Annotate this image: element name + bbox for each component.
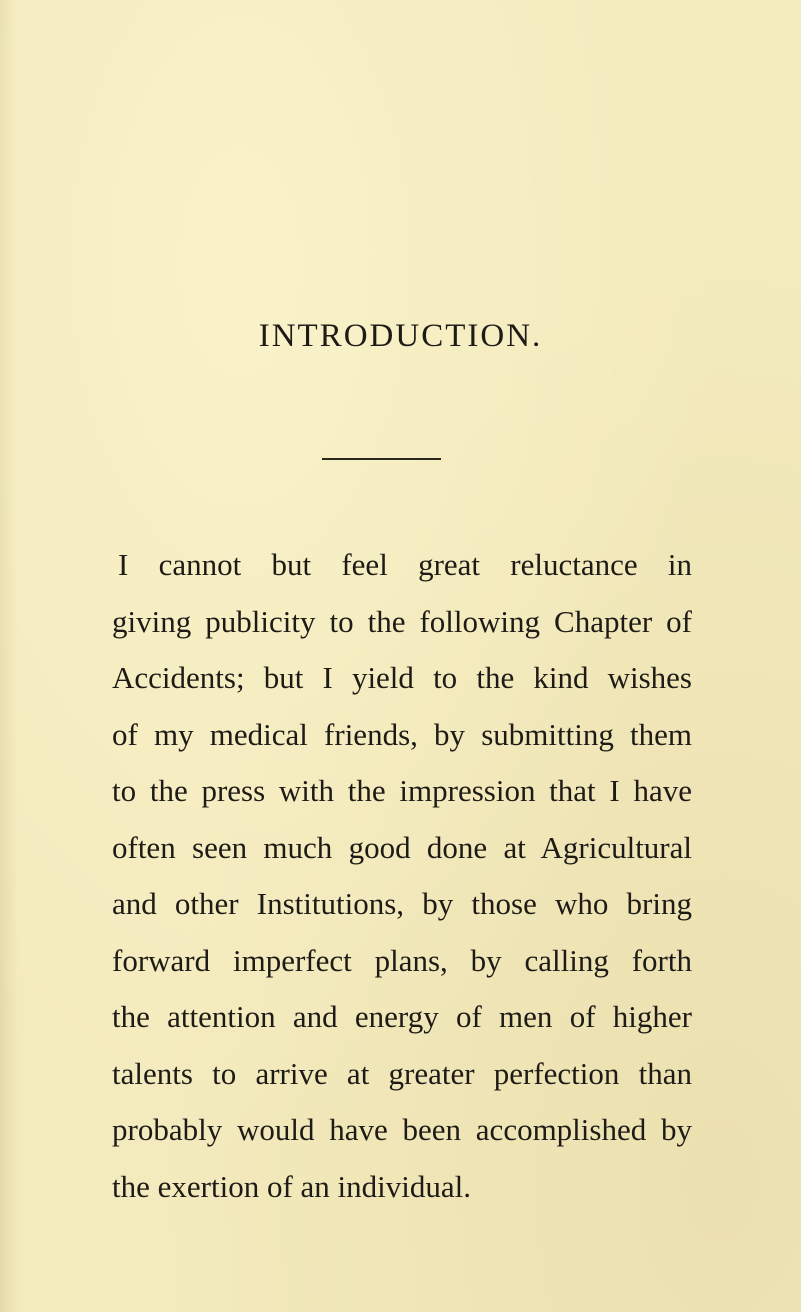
paragraph-line: often seen much good done at Agricultural: [112, 829, 692, 865]
paragraph-line: of my medical friends, by submitting them: [112, 716, 692, 752]
introduction-paragraph: [112, 537, 692, 1215]
paragraph-line: and other Institutions, by those who bring: [112, 886, 692, 921]
chapter-heading: INTRODUCTION.: [258, 318, 543, 354]
paragraph-line: the exertion of an individual.: [112, 1168, 471, 1204]
paragraph-line: forward imperfect plans, by calling forth: [112, 942, 692, 978]
paragraph-line: giving publicity to the following Chapter of: [112, 603, 692, 639]
paragraph-line: Accidents; but I yield to the kind wishes: [112, 660, 692, 695]
paragraph-line: probably would have been accomplished by: [112, 1112, 692, 1147]
paragraph-line: the attention and energy of men of higher: [112, 999, 692, 1034]
paragraph-line: I cannot but feel great reluctance in: [118, 547, 692, 582]
paragraph-line: talents to arrive at greater perfection than: [112, 1055, 692, 1091]
heading-rule-divider: [322, 458, 441, 460]
paragraph-line: to the press with the impression that I have: [112, 773, 692, 808]
